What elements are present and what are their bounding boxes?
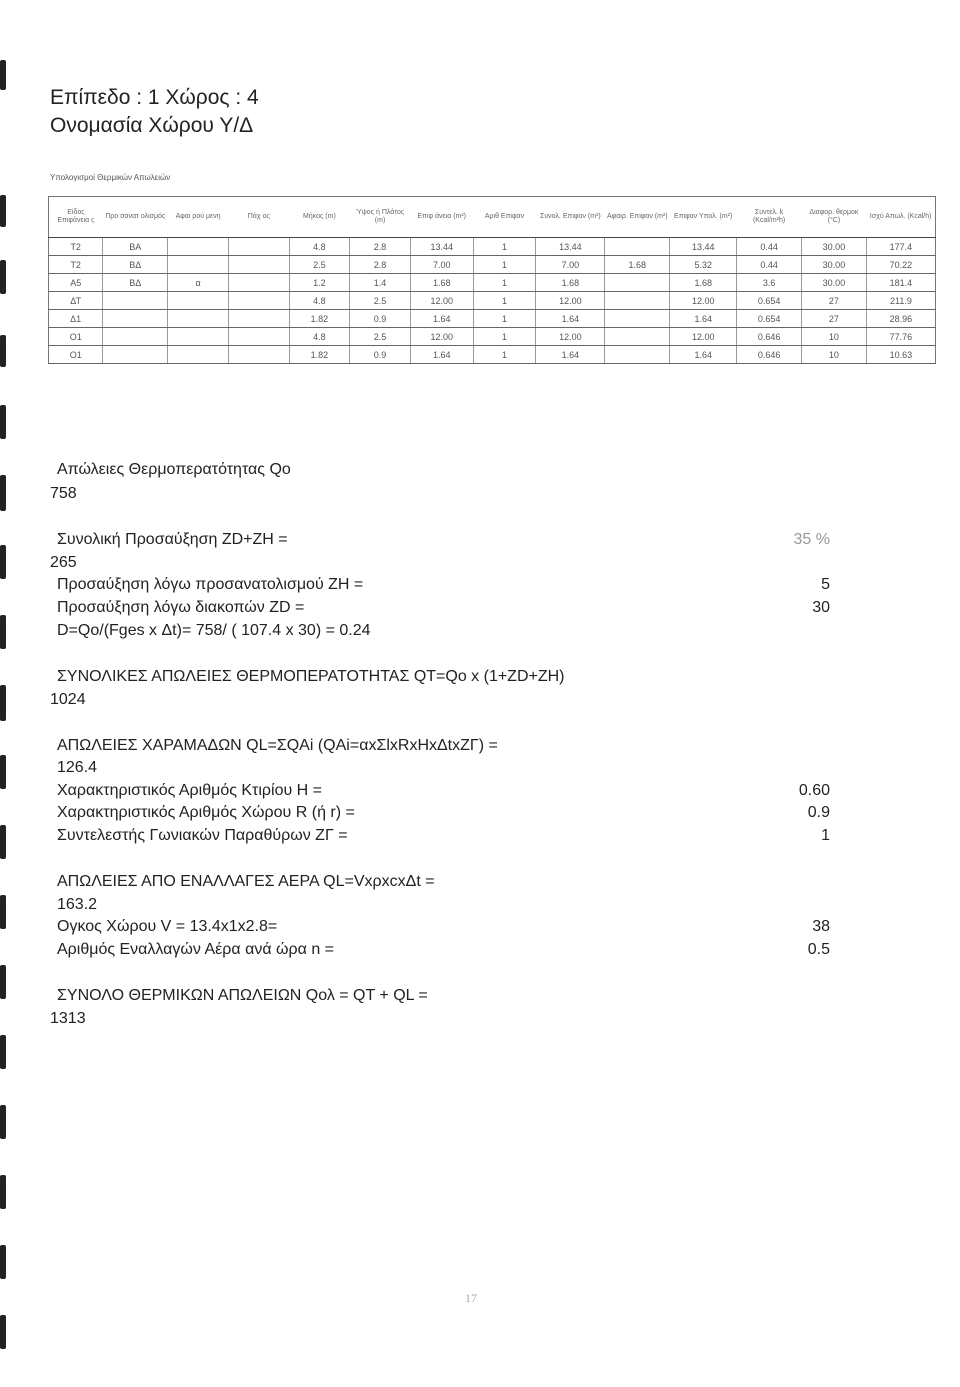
room-name-heading: Ονομασία Χώρου Υ/Δ	[50, 114, 254, 137]
table-cell: 13.44	[410, 238, 473, 256]
zh-label: Προσαύξηση λόγω προσανατολισμού ΖΗ =	[57, 576, 364, 593]
table-cell: 30.00	[802, 256, 867, 274]
table-cell: Τ2	[49, 238, 103, 256]
table-cell: 12.00	[536, 328, 605, 346]
table-cell	[605, 346, 670, 364]
table-cell: 10	[802, 328, 867, 346]
level-room-heading: Επίπεδο : 1 Χώρος : 4	[50, 86, 259, 109]
table-cell: 1	[473, 274, 536, 292]
table-cell	[103, 346, 168, 364]
table-cell	[103, 310, 168, 328]
table-cell: 28.96	[866, 310, 935, 328]
table-cell: 4.8	[289, 328, 350, 346]
table-cell: 1.64	[410, 346, 473, 364]
table-cell	[605, 292, 670, 310]
table-cell: 5.32	[670, 256, 737, 274]
total-increase-label: Συνολική Προσαύξηση ZD+ZH =	[57, 531, 288, 548]
table-cell: 1.64	[670, 310, 737, 328]
table-cell: 13.44	[670, 238, 737, 256]
table-cell	[228, 292, 289, 310]
table-cell: 4.8	[289, 238, 350, 256]
table-cell: 27	[802, 310, 867, 328]
table-row	[49, 292, 936, 310]
table-cell: 1	[473, 292, 536, 310]
table-cell: ΔΤ	[49, 292, 103, 310]
table-cell	[168, 346, 229, 364]
total-loss-label: ΣΥΝΟΛΟ ΘΕΡΜΙΚΩΝ ΑΠΩΛΕΙΩΝ Qολ = QT + QL =	[57, 987, 428, 1004]
col-header: Αφαι ρού μενη	[168, 197, 229, 238]
table-cell: Τ2	[49, 256, 103, 274]
table-header-row	[49, 197, 936, 238]
table-cell: 0.44	[737, 256, 802, 274]
table-cell: α	[168, 274, 229, 292]
table-cell: 1	[473, 310, 536, 328]
ql-label: ΑΠΩΛΕΙΕΣ ΧΑΡΑΜΑΔΩΝ QL=ΣQAi (QAi=αxΣlxRxHxΔtxZΓ) =	[57, 737, 498, 754]
table-cell: Ο1	[49, 328, 103, 346]
table-cell: 1	[473, 346, 536, 364]
r-value: 0.9	[807, 804, 830, 821]
table-cell	[605, 274, 670, 292]
table-cell	[228, 328, 289, 346]
zg-value: 1	[821, 827, 830, 844]
table-cell	[605, 310, 670, 328]
table-cell: 30.00	[802, 238, 867, 256]
table-cell: 12.00	[536, 292, 605, 310]
table-cell: 13.44	[536, 238, 605, 256]
table-cell: 7.00	[410, 256, 473, 274]
qo-value: 758	[50, 485, 77, 502]
table-cell: 2.5	[350, 328, 411, 346]
table-cell: Α5	[49, 274, 103, 292]
table-cell: 1.68	[605, 256, 670, 274]
table-cell: 77.76	[866, 328, 935, 346]
table-row	[49, 346, 936, 364]
col-header: Διαφορ. θερμοκ (°C)	[802, 197, 867, 238]
total-increase-pct: 35 %	[793, 531, 830, 548]
table-row	[49, 328, 936, 346]
table-row	[49, 256, 936, 274]
table-cell	[103, 328, 168, 346]
air-loss-label: ΑΠΩΛΕΙΕΣ ΑΠΟ ΕΝΑΛΛΑΓΕΣ ΑΕΡΑ QL=VxρxcxΔt =	[57, 873, 435, 890]
qt-value: 1024	[50, 691, 86, 708]
col-header: Επιφ άνεια (m²)	[410, 197, 473, 238]
table-cell	[168, 310, 229, 328]
table-cell	[228, 346, 289, 364]
table-cell: ΒΔ	[103, 256, 168, 274]
table-cell	[605, 238, 670, 256]
table-cell: 211.9	[866, 292, 935, 310]
heat-loss-table	[48, 196, 936, 364]
table-cell	[605, 328, 670, 346]
zh-value: 5	[821, 576, 830, 593]
air-changes-value: 0.5	[807, 941, 830, 958]
col-header: Επιφαν Υπολ. (m²)	[670, 197, 737, 238]
table-cell	[228, 256, 289, 274]
table-cell: 70.22	[866, 256, 935, 274]
table-cell: 12.00	[670, 292, 737, 310]
binding-marks	[0, 0, 8, 1387]
table-cell: 1.68	[536, 274, 605, 292]
qo-label: Απώλειες Θερμοπερατότητας Qo	[57, 461, 291, 478]
table-row	[49, 310, 936, 328]
col-header: Είδος Επιφάνεια ς	[49, 197, 103, 238]
table-cell: 30.00	[802, 274, 867, 292]
table-cell: 0.9	[350, 310, 411, 328]
table-cell: 181.4	[866, 274, 935, 292]
table-row	[49, 274, 936, 292]
table-cell: 4.8	[289, 292, 350, 310]
total-loss-value: 1313	[50, 1010, 86, 1027]
qt-label: ΣΥΝΟΛΙΚΕΣ ΑΠΩΛΕΙΕΣ ΘΕΡΜΟΠΕΡΑΤΟΤΗΤΑΣ QT=Qo x (1+ZD+ZH)	[57, 668, 565, 685]
table-cell: 1.64	[536, 310, 605, 328]
table-cell	[168, 238, 229, 256]
table-cell	[228, 274, 289, 292]
table-cell: 12.00	[670, 328, 737, 346]
col-header: Αριθ Επιφαν	[473, 197, 536, 238]
table-cell: 1	[473, 256, 536, 274]
col-header: Συντελ. k (Kcal/m²h)	[737, 197, 802, 238]
air-changes-label: Αριθμός Εναλλαγών Αέρα ανά ώρα n =	[57, 941, 335, 958]
table-cell: 1.64	[670, 346, 737, 364]
zd-label: Προσαύξηση λόγω διακοπών ZD =	[57, 599, 305, 616]
table-cell	[103, 292, 168, 310]
air-loss-value: 163.2	[57, 896, 98, 913]
table-cell: 1	[473, 328, 536, 346]
h-label: Χαρακτηριστικός Αριθμός Κτιρίου Η =	[57, 782, 323, 799]
table-cell: 12.00	[410, 292, 473, 310]
col-header: Μήκος (m)	[289, 197, 350, 238]
table-cell: 0.44	[737, 238, 802, 256]
col-header: Συνολ. Επιφαν (m²)	[536, 197, 605, 238]
table-cell: 27	[802, 292, 867, 310]
page-number: 17	[465, 1291, 477, 1305]
table-cell: 3.6	[737, 274, 802, 292]
col-header: Αφαιρ. Επιφαν (m²)	[605, 197, 670, 238]
table-cell: 10	[802, 346, 867, 364]
table-cell	[168, 292, 229, 310]
table-cell: 1.64	[536, 346, 605, 364]
r-label: Χαρακτηριστικός Αριθμός Χώρου R (ή r) =	[57, 804, 355, 821]
table-cell	[228, 310, 289, 328]
table-cell: Ο1	[49, 346, 103, 364]
ql-value: 126.4	[57, 759, 98, 776]
col-header: Ισχύ Απωλ. (Kcal/h)	[866, 197, 935, 238]
h-value: 0.60	[798, 782, 830, 799]
table-cell: 1.64	[410, 310, 473, 328]
table-cell: ΒΔ	[103, 274, 168, 292]
table-cell: 1.82	[289, 310, 350, 328]
table-cell	[168, 256, 229, 274]
table-cell: 177.4	[866, 238, 935, 256]
table-cell: 0.646	[737, 346, 802, 364]
total-increase-value: 265	[50, 554, 77, 571]
volume-value: 38	[812, 918, 830, 935]
table-cell: 1	[473, 238, 536, 256]
col-header: Πάχ ος	[228, 197, 289, 238]
table-row	[49, 238, 936, 256]
table-cell: 2.8	[350, 256, 411, 274]
volume-label: Ογκος Χώρου V = 13.4x1x2.8=	[57, 918, 278, 935]
table-cell	[168, 328, 229, 346]
d-formula: D=Qo/(Fges x Δt)= 758/ ( 107.4 x 30) = 0.24	[57, 622, 371, 639]
zg-label: Συντελεστής Γωνιακών Παραθύρων ΖΓ =	[57, 827, 348, 844]
table-cell: 2.5	[289, 256, 350, 274]
table-cell: ΒΑ	[103, 238, 168, 256]
table-cell: 1.4	[350, 274, 411, 292]
table-cell: 1.2	[289, 274, 350, 292]
table-cell: Δ1	[49, 310, 103, 328]
table-cell: 1.68	[410, 274, 473, 292]
zd-value: 30	[812, 599, 830, 616]
table-cell: 7.00	[536, 256, 605, 274]
table-cell: 12.00	[410, 328, 473, 346]
table-cell: 0.9	[350, 346, 411, 364]
table-cell: 2.5	[350, 292, 411, 310]
table-cell: 1.68	[670, 274, 737, 292]
table-cell: 0.646	[737, 328, 802, 346]
table-cell: 0.654	[737, 310, 802, 328]
col-header: Προ σανατ ολισμός	[103, 197, 168, 238]
table-cell: 1.82	[289, 346, 350, 364]
col-header: Ύψος ή Πλάτος (m)	[350, 197, 411, 238]
table-caption: Υπολογισμοί Θερμικών Απωλειών	[50, 173, 171, 182]
table-cell: 0.654	[737, 292, 802, 310]
table-cell	[228, 238, 289, 256]
table-cell: 2.8	[350, 238, 411, 256]
table-cell: 10.63	[866, 346, 935, 364]
